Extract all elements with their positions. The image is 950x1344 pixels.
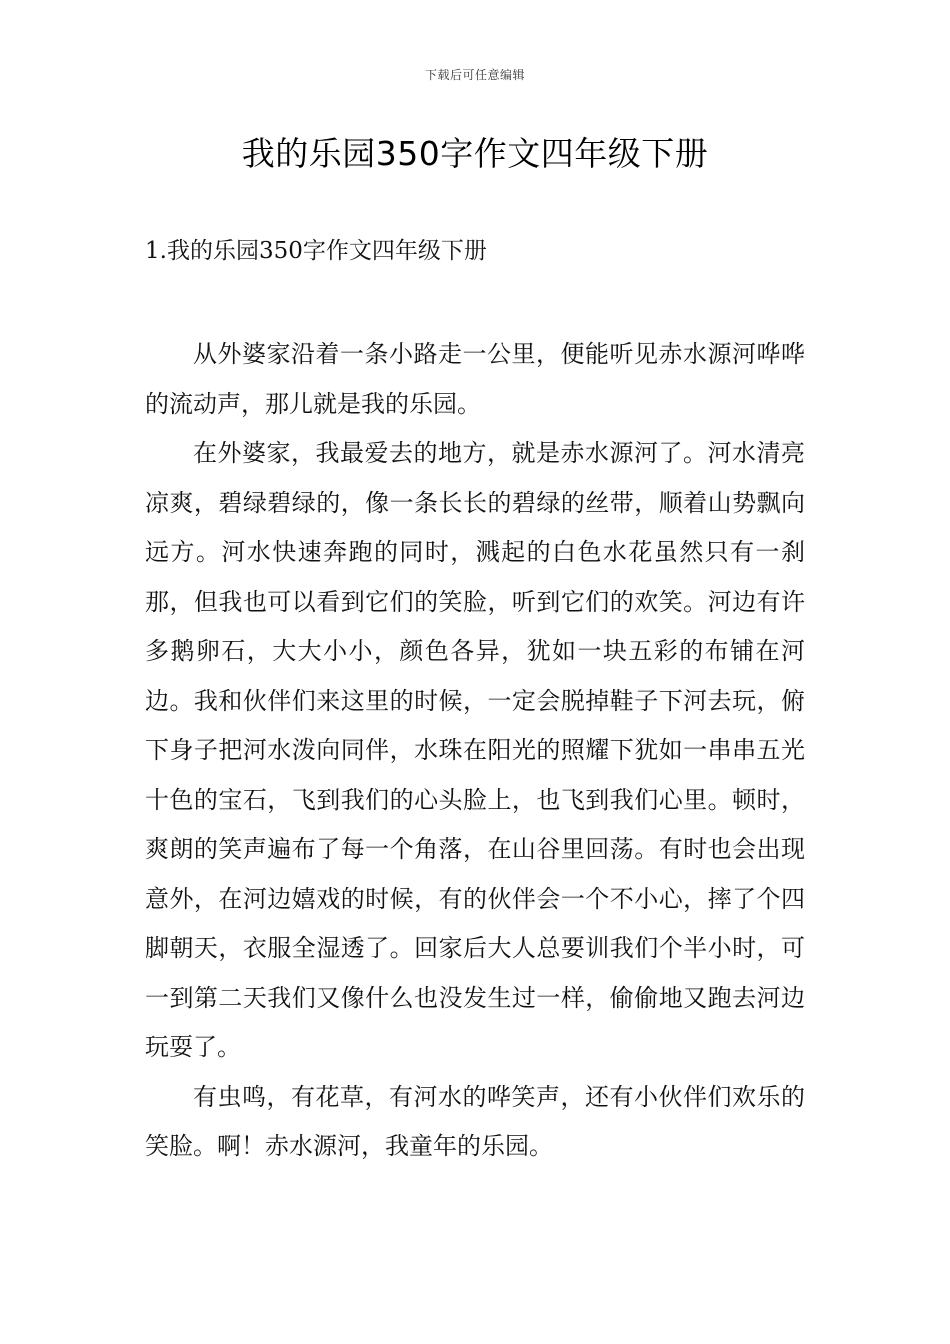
section-heading: 1.我的乐园350字作文四年级下册 — [145, 238, 487, 264]
header-watermark: 下载后可任意编辑 — [424, 68, 525, 82]
paragraph-1: 从外婆家沿着一条小路走一公里，便能听见赤水源河哗哗的流动声，那儿就是我的乐园。 — [145, 340, 805, 418]
paragraph-2: 在外婆家，我最爱去的地方，就是赤水源河了。河水清亮凉爽，碧绿碧绿的，像一条长长的碧绿的丝带，顺着山势飘向远方。河水快速奔跑的同时，溅起的白色水花虽然只有一刹那，但我也可以看到它们的笑脸，听到它们的欢笑。河边有许多鹅卵石，大大小小，颜色各异，犹如一块五彩的布铺在河边。我和伙伴们来这里的时候，一定会脱掉鞋子下河去玩，俯下身子把河水泼向同伴，水珠在阳光的照耀下犹如一串串五光十色的宝石，飞到我们的心头脸上，也飞到我们心里。顿时，爽朗的笑声遍布了每一个角落，在山谷里回荡。有时也会出现意外，在河边嬉戏的时候，有的伙伴会一个不小心，摔了个四脚朝天，衣服全湿透了。回家后大人总要训我们个半小时，可一到第二天我们又像什么也没发生过一样，偷偷地又跑去河边玩耍了。 — [145, 439, 805, 1061]
essay-body — [145, 330, 805, 1172]
document-title: 我的乐园350字作文四年级下册 — [241, 134, 709, 173]
paragraph-3: 有虫鸣，有花草，有河水的哗笑声，还有小伙伴们欢乐的笑脸。啊！赤水源河，我童年的乐园。 — [145, 1082, 805, 1160]
